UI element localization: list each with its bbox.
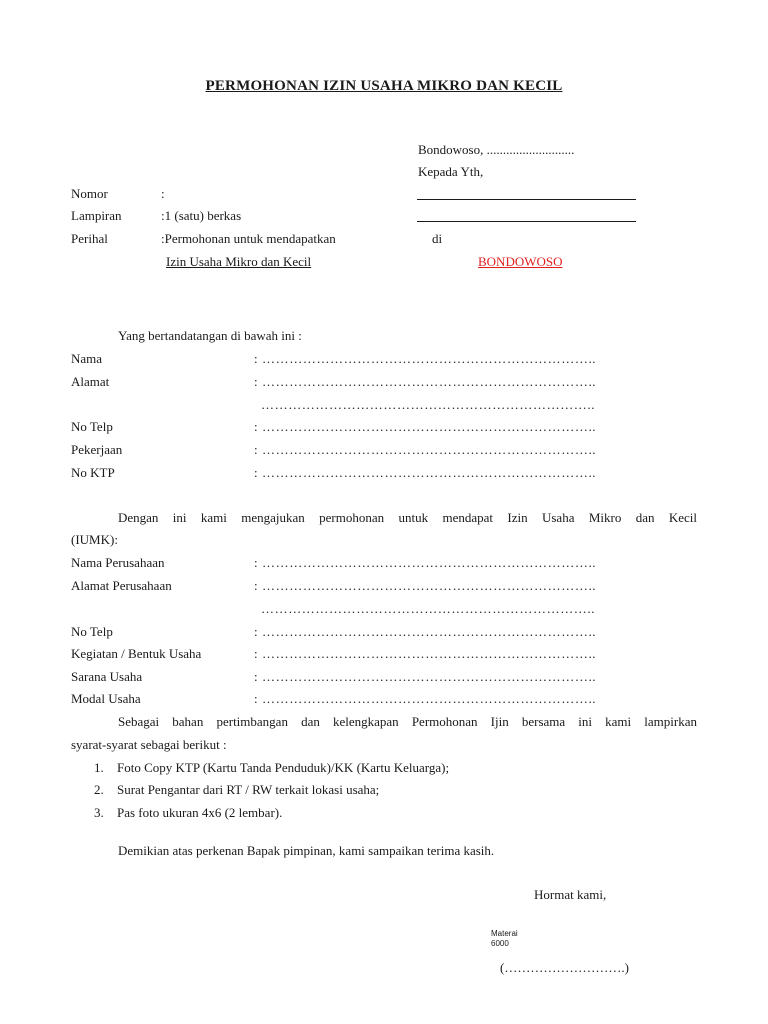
header-field-label-lampiran: Lampiran: [71, 208, 122, 223]
perihal-continuation: Izin Usaha Mikro dan Kecil: [166, 254, 312, 269]
company-label-modal-usaha: Modal Usaha: [71, 691, 141, 706]
requirement-text: Foto Copy KTP (Kartu Tanda Penduduk)/KK (Kartu Keluarga);: [117, 760, 450, 775]
field-label-no-ktp: No KTP: [71, 465, 115, 480]
field-dots-nama: : ………………………………………………………………..: [254, 351, 597, 366]
intro-text: Yang bertandatangan di bawah ini :: [118, 328, 302, 343]
materai-label: Materai: [491, 929, 518, 938]
company-label-sarana-usaha: Sarana Usaha: [71, 669, 143, 684]
field-label-nama: Nama: [71, 351, 103, 366]
company-label-kegiatan: Kegiatan / Bentuk Usaha: [71, 646, 202, 661]
company-dots-sarana-usaha: : ………………………………………………………………..: [254, 669, 597, 684]
recipient-line-2: [417, 221, 636, 222]
regards-text: Hormat kami,: [534, 887, 607, 902]
company-dots-kegiatan: : ………………………………………………………………..: [254, 646, 597, 661]
field-dots-no-ktp: : ………………………………………………………………..: [254, 465, 597, 480]
requirement-number: 3.: [94, 805, 104, 820]
field-dots-alamat-cont: ………………………………………………………………..: [261, 397, 596, 412]
requirement-number: 2.: [94, 782, 104, 797]
company-dots-nama-perusahaan: : ………………………………………………………………..: [254, 555, 597, 570]
header-field-value-perihal: :Permohonan untuk mendapatkan: [161, 231, 336, 246]
header-field-label-perihal: Perihal: [71, 231, 108, 246]
closing-text: Demikian atas perkenan Bapak pimpinan, kami sampaikan terima kasih.: [118, 843, 495, 858]
company-label-no-telp: No Telp: [71, 624, 113, 639]
field-dots-pekerjaan: : ………………………………………………………………..: [254, 442, 597, 457]
company-dots-alamat-perusahaan: : ………………………………………………………………..: [254, 578, 597, 593]
recipient-city: BONDOWOSO: [478, 254, 563, 269]
statement-line-1: Dengan ini kami mengajukan permohonan untuk mendapat Izin Usaha Mikro dan Kecil: [118, 510, 697, 525]
field-dots-alamat: : ………………………………………………………………..: [254, 374, 597, 389]
document-title: PERMOHONAN IZIN USAHA MIKRO DAN KECIL: [205, 78, 563, 94]
attachment-line-2: syarat-syarat sebagai berikut :: [71, 737, 227, 752]
recipient-line-1: [417, 199, 636, 200]
header-field-label-nomor: Nomor: [71, 186, 108, 201]
requirement-text: Pas foto ukuran 4x6 (2 lembar).: [117, 805, 283, 820]
recipient-di: di: [432, 231, 443, 246]
requirement-text: Surat Pengantar dari RT / RW terkait lokasi usaha;: [117, 782, 380, 797]
field-label-no-telp: No Telp: [71, 419, 113, 434]
materai-value: 6000: [491, 939, 509, 948]
statement-line-2: (IUMK):: [71, 532, 118, 547]
company-label-alamat-perusahaan: Alamat Perusahaan: [71, 578, 172, 593]
company-dots-no-telp: : ………………………………………………………………..: [254, 624, 597, 639]
company-dots-modal-usaha: : ………………………………………………………………..: [254, 691, 597, 706]
header-field-value-nomor: :: [161, 186, 165, 201]
requirement-number: 1.: [94, 760, 104, 775]
header-field-value-lampiran: :1 (satu) berkas: [161, 208, 242, 223]
company-dots-alamat-perusahaan-cont: ………………………………………………………………..: [261, 601, 596, 616]
place-date: Bondowoso, ...........................: [418, 142, 575, 157]
field-dots-no-telp: : ………………………………………………………………..: [254, 419, 597, 434]
signature-placeholder: (……………………….): [500, 960, 629, 975]
company-label-nama-perusahaan: Nama Perusahaan: [71, 555, 165, 570]
field-label-pekerjaan: Pekerjaan: [71, 442, 123, 457]
field-label-alamat: Alamat: [71, 374, 110, 389]
attachment-line-1: Sebagai bahan pertimbangan dan kelengkapan Permohonan Ijin bersama ini kami lampirkan: [118, 714, 697, 729]
recipient-greeting: Kepada Yth,: [418, 164, 484, 179]
